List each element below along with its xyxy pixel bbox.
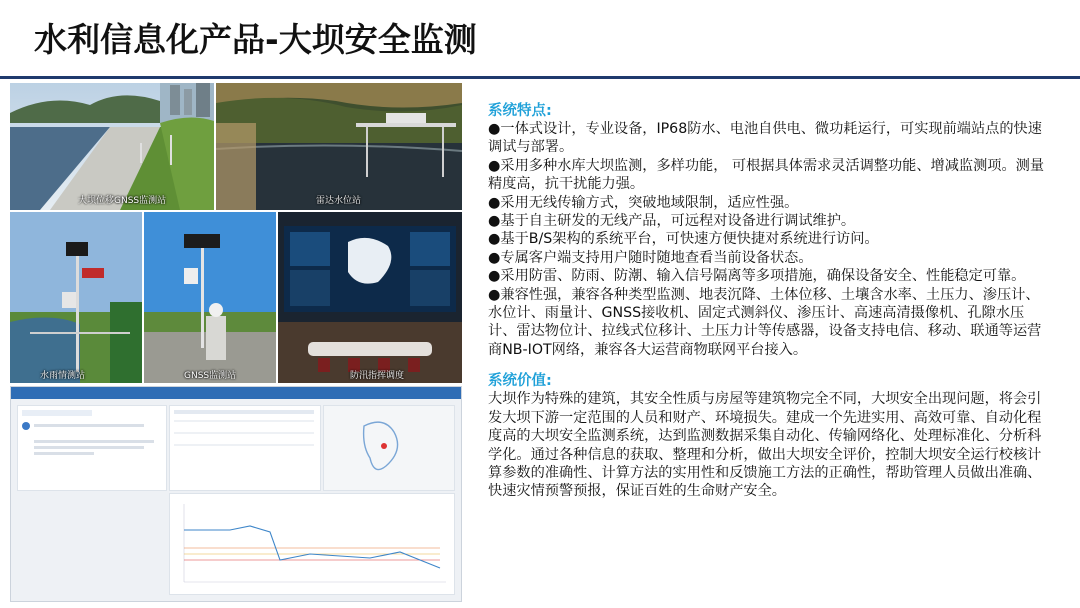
value-paragraph: 大坝作为特殊的建筑，其安全性质与房屋等建筑物完全不同，大坝安全出现问题，将会引发大坝下游一定范围的人员和财产、环境损失。建成一个先进实用、高效可靠、自动化程度高的大坝安全监测系统，达到监测数据采集自动化、传输网络化、处理标准化、分析科学化。通过各种信息的获取、整理和分析，做出大坝安全评价，控制大坝安全运行校核计算参数的准确性、计算方法的实用性和反馈施工方法的正确性，帮助管理人员做出准确、快速灾情预警预报，保证百姓的生命财产安全。 [488,391,1042,500]
dam-road-image [10,83,214,210]
feature-item: ●采用无线传输方式，突破地域限制，适应性强。 [488,194,799,211]
dashboard-title-bar [11,387,461,399]
feature-item: ●基于B/S架构的系统平台，可快速方便快捷对系统进行访问。 [488,231,879,248]
map-image [324,406,454,490]
dashboard-map-panel [323,405,455,491]
photo-caption: 大坝位移GNSS监测站 [78,196,167,206]
dashboard-table-panel [169,405,321,491]
page-title: 水利信息化产品-大坝安全监测 [34,20,477,59]
reservoir-image [216,83,462,210]
photo-command-center [278,212,462,383]
value-heading: 系统价值: [488,373,552,390]
dashboard-left-panel [17,405,167,491]
feature-item: ●采用多种水库大坝监测，多样功能， 可根据具体需求灵活调整功能、增减监测项。测量精度高，抗干扰能力强。 [488,157,1045,193]
gnss-station-image [144,212,276,383]
photo-gnss-station [144,212,276,383]
text-panel [488,102,1048,501]
photo-caption: 雷达水位站 [316,196,362,206]
photo-hydro-station [10,212,142,383]
photo-caption: 防汛指挥调度 [350,371,405,381]
photo-caption: 水雨情测站 [40,371,86,381]
photo-dam-gnss [10,83,214,210]
trend-chart-image [170,494,454,594]
dashboard-chart-panel [169,493,455,595]
feature-item: ●兼容性强，兼容各种类型监测、地表沉降、土体位移、土壤含水率、土压力、渗压计、水位计、雨量计、GNSS接收机、固定式测斜仪、渗压计、高速高清摄像机、孔隙水压计、雷达物位计、拉线式位移计、土压力计等传感器，设备支持电信、移动、联通等运营商NB-IOT网络，兼容各大运营商物联网平台接入。 [488,286,1042,358]
feature-item: ●采用防雷、防雨、防潮、输入信号隔离等多项措施，确保设备安全、性能稳定可靠。 [488,268,1026,285]
feature-item: ●专属客户端支持用户随时随地查看当前设备状态。 [488,249,813,266]
dashboard-screenshot [10,386,462,602]
photo-caption: GNSS监测站 [184,371,237,381]
hydro-station-image [10,212,142,383]
feature-item: ●基于自主研发的无线产品，可远程对设备进行调试维护。 [488,213,856,230]
command-center-image [278,212,462,383]
photo-radar-station [216,83,462,210]
features-heading: 系统特点: [488,103,552,119]
title-divider [0,76,1080,79]
feature-item: ●一体式设计，专业设备，IP68防水、电池自供电、微功耗运行，可实现前端站点的快速调试与部署。 [488,121,1042,156]
